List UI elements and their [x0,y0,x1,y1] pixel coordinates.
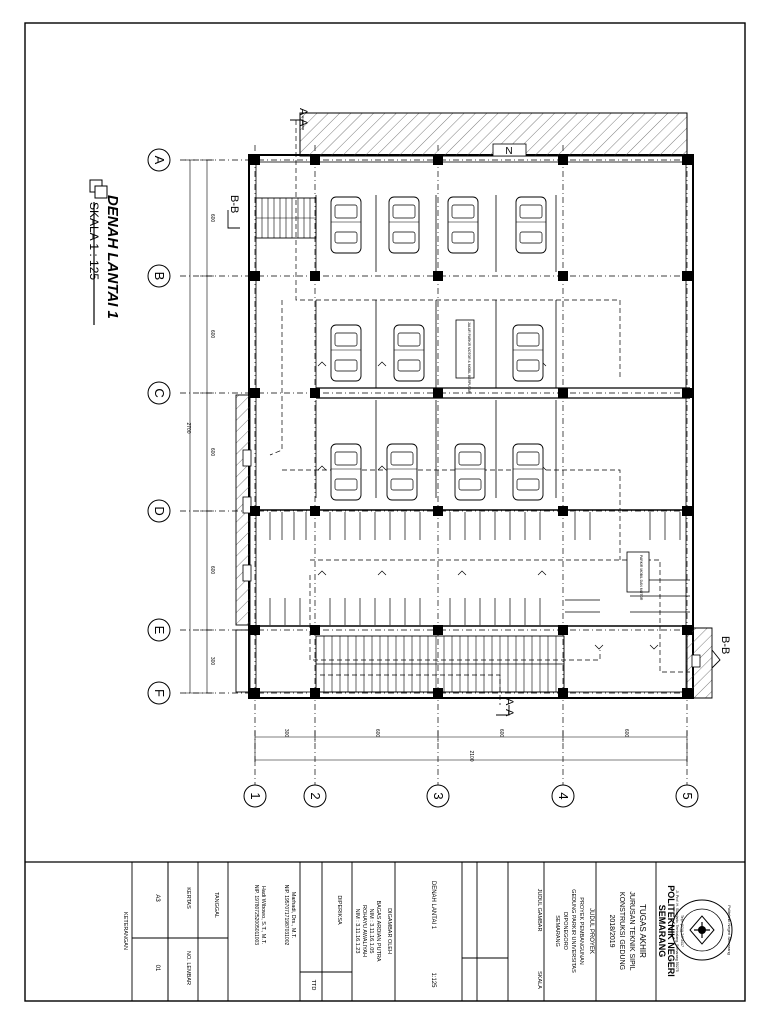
project-name-4: SEMARANG [554,915,560,947]
student-2-id: NIM : 3.11.16.1.23 [354,908,360,954]
opening-mark-4 [692,655,700,667]
checker-2-id: NIP. 197807252005011003 [253,884,259,946]
doc-type: TUGAS AKHIR [638,904,647,958]
opening-mark-3 [243,565,251,581]
row-dim-1: 600 [209,213,215,223]
section-aa-bottom: A-A [503,698,515,717]
drawing-title-label: JUDUL GAMBAR [536,888,542,932]
row-grid-lines [180,160,695,693]
axis-label-3: 3 [431,792,446,800]
opening-mark-1 [243,450,251,466]
col-dim-total: 2100 [468,750,474,762]
checked-label: DIPERIKSA [336,895,342,925]
institution-name: POLITEKNIK NEGERI [666,885,676,977]
sign-lower-text: PARKIR MOBIL DAN MOTOR [639,555,643,601]
sign-center-text: JALUR PARKIR MOTOR & MOBIL BERPUTAR [467,322,471,394]
student-1: BAGAS ARDIAN PUTRA [375,900,381,962]
sign-label: TTD [310,979,316,991]
date-label: TANGGAL [213,892,219,918]
axis-label-b: B [152,271,167,281]
scale-value: 1:125 [430,972,436,988]
checker-1: Marhadi, Drs., M.T. [290,891,296,939]
stair-landing-left [236,630,250,692]
opening-mark-2 [243,497,251,513]
sheet-no-value: 01 [154,964,160,972]
drawing-title-block [87,180,121,325]
paper-value: A3 [154,894,160,902]
institution-city: SEMARANG [657,904,667,958]
year: 2018/2019 [608,914,615,948]
axis-label-e: E [152,625,167,635]
floor-plan [87,108,731,807]
axis-label-d: D [152,506,167,516]
sheet-border [25,23,745,1001]
drawing-title-value: DENAH LANTAI 1 [430,880,436,930]
title-block [122,862,732,1001]
col-dim-2: 600 [374,728,380,738]
row-dim-2: 600 [209,329,215,339]
parking-bays [256,195,690,626]
col-dim-3: 600 [498,728,504,738]
paper-label: KERTAS [185,887,191,909]
row-dim-3: 600 [209,447,215,457]
project-label: JUDUL PROYEK [588,908,594,954]
axis-label-1: 1 [248,792,263,800]
row-dim-total: 2700 [185,422,191,434]
row-dim-4: 600 [209,565,215,575]
row-axis-bubbles [148,149,170,704]
drawing-scale: SKALA 1 : 125 [87,202,101,281]
notes-label: KETERANGAN [122,912,128,950]
scale-label: SKALA [536,971,542,989]
project-name-2: GEDUNG PARKIR UNIVERSITAS [570,889,576,973]
sheet-no-label: NO. LEMBAR [185,951,191,985]
project-name-3: DIPONEGORO [562,912,568,950]
section-aa-top: A-A [297,108,309,127]
student-1-id: NIM : 3.11.16.1.05 [368,908,374,954]
sign-box-lower [627,552,649,592]
axis-label-5: 5 [680,792,695,800]
axis-label-2: 2 [308,792,323,800]
axis-label-4: 4 [556,792,571,800]
row-dim-5: 300 [209,656,215,666]
axis-label-c: C [152,388,167,398]
checker-1-id: NIP. 195707171987031002 [283,884,289,946]
section-bb-left: B-B [228,195,240,214]
institution-address: Jl. Prof. H. Soedarto, Tembalang, Semarang 50275 [675,890,679,972]
col-dim-1: 300 [283,728,289,738]
axis-label-a: A [152,155,167,165]
section-bb-right: B-B [719,636,731,655]
institution-phone: Telp. (024) 7473417 [680,915,684,947]
ramp-e-f [316,636,564,692]
parked-cars [331,197,546,500]
checker-2: Hadi Wibowo, S.T., M.T. [260,885,266,945]
department: JURUSAN TEKNIK SIPIL [628,891,635,971]
stair-a [256,198,316,238]
axis-label-f: F [152,689,167,697]
student-2: ROHAYU AWALIYAH [361,905,367,957]
program: KONSTRUKSI GEDUNG [618,891,625,971]
project-name-1: PROYEK PEMBANGUNAN [578,897,584,965]
direction-arrows [318,362,658,649]
drawing-title: DENAH LANTAI 1 [104,195,121,319]
drawn-by-label: DIGAMBAR OLEH [386,908,392,954]
col-dim-4: 600 [623,728,629,738]
column-axis-bubbles [244,785,698,807]
room-n-label: N [505,146,513,157]
logo-text: Politeknik Negeri Semarang [727,905,732,955]
